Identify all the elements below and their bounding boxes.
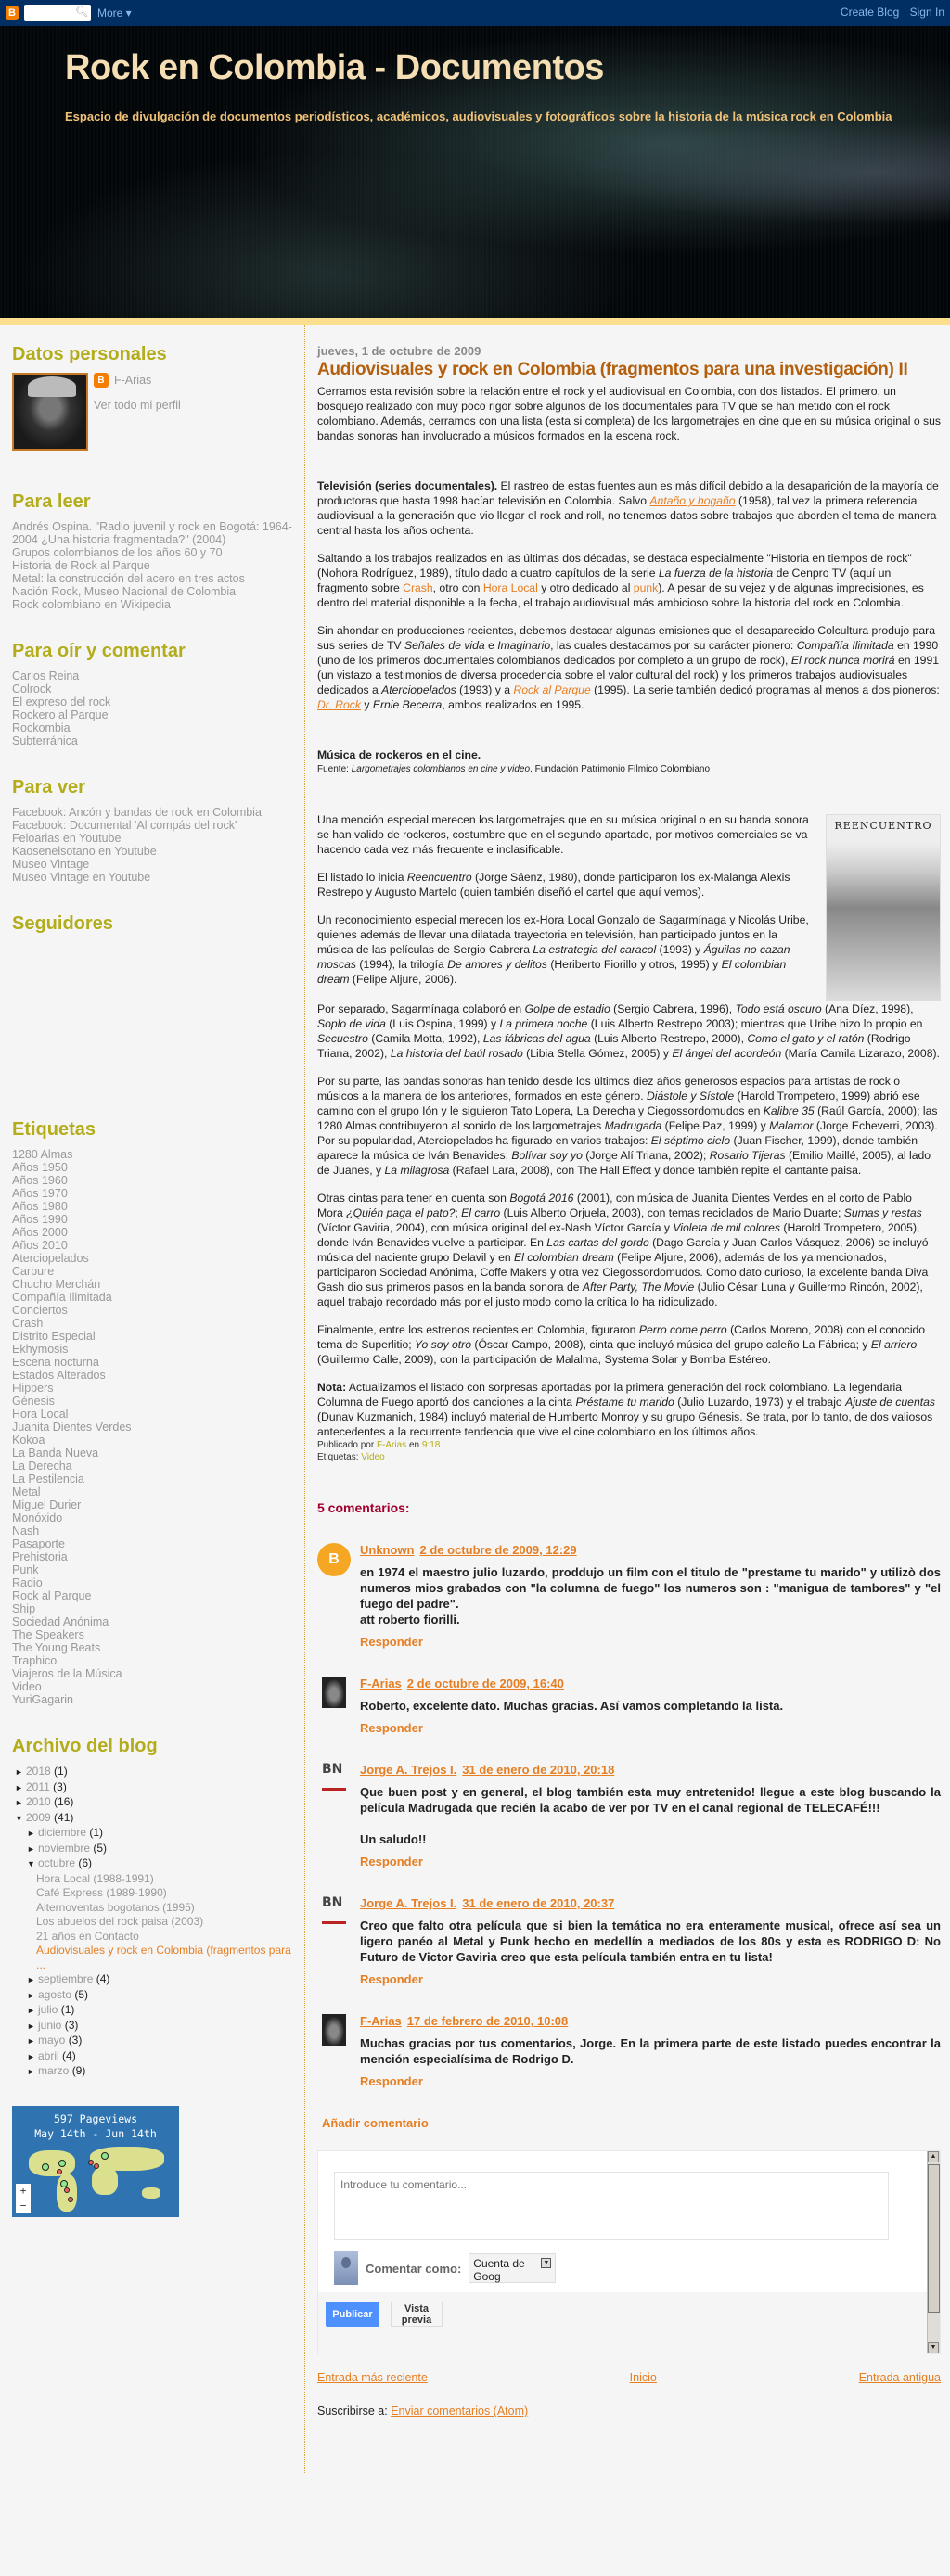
comment xyxy=(317,1763,941,1868)
profile-name[interactable]: F-Arias xyxy=(114,374,152,387)
poster-title: REENCUENTRO xyxy=(834,820,932,832)
archive-month xyxy=(12,1988,292,2004)
label-link[interactable]: La Derecha xyxy=(12,1460,72,1473)
archive-month-link[interactable]: julio xyxy=(38,2003,58,2016)
search-icon[interactable]: 🔍︎ xyxy=(75,6,88,18)
blogger-avatar-icon[interactable]: B xyxy=(317,1543,351,1576)
label-link[interactable]: Escena nocturna xyxy=(12,1356,99,1369)
para-ver-link[interactable]: Facebook: Ancón y bandas de rock en Colombia xyxy=(12,806,262,819)
para-leer-link[interactable]: Historia de Rock al Parque xyxy=(12,559,150,572)
archive-month xyxy=(12,1826,292,1842)
archive-month xyxy=(12,2064,292,2080)
publish-button[interactable]: Publicar xyxy=(326,2302,379,2327)
para-ver-link[interactable]: Facebook: Documental 'Al compás del rock' xyxy=(12,819,238,832)
blogger-icon: B xyxy=(94,373,109,388)
archive-month-link[interactable]: septiembre xyxy=(38,1972,94,1985)
pageviews-range: May 14th - Jun 14th xyxy=(34,2126,157,2140)
archive-month xyxy=(12,1856,292,1872)
scroll-down-icon[interactable]: ▼ xyxy=(928,2342,939,2353)
comment-header xyxy=(360,1543,941,1557)
para-oir-list xyxy=(12,670,292,747)
map-visitor-dot xyxy=(64,2187,70,2193)
archive-post-link[interactable]: Hora Local (1988-1991) xyxy=(36,1871,154,1885)
triangle-right-icon[interactable]: ► xyxy=(15,1767,23,1777)
label-link[interactable]: Nash xyxy=(12,1524,40,1537)
comment-author-link[interactable]: Jorge A. Trejos I. xyxy=(360,1896,457,1910)
archive-year-count: (41) xyxy=(54,1810,74,1824)
label-link[interactable]: Años 1990 xyxy=(12,1213,68,1226)
triangle-down-icon[interactable]: ▼ xyxy=(27,1859,35,1868)
triangle-right-icon[interactable]: ► xyxy=(27,1975,35,1984)
commenter-avatar[interactable] xyxy=(322,2014,346,2046)
archive-month xyxy=(12,1972,292,1988)
navbar-search-input[interactable] xyxy=(25,6,77,21)
rock-al-parque-link[interactable]: Rock al Parque xyxy=(513,683,591,696)
para-leer-link[interactable]: Nación Rock, Museo Nacional de Colombia xyxy=(12,585,237,598)
para-ver-heading: Para ver xyxy=(12,777,85,797)
archive-month-count: (9) xyxy=(71,2064,86,2077)
post-title[interactable]: Audiovisuales y rock en Colombia (fragmentos para una investigación) II xyxy=(317,360,908,379)
map-zoom-control xyxy=(16,2184,31,2213)
archive-month xyxy=(12,2003,292,2019)
para-ver-link[interactable]: Museo Vintage xyxy=(12,858,90,871)
map-visitor-dot xyxy=(60,2180,68,2187)
label-link[interactable]: Pasaporte xyxy=(12,1537,65,1550)
map-zoom-out-button[interactable]: − xyxy=(19,2199,27,2212)
archive-year-link[interactable]: 2011 xyxy=(26,1779,50,1793)
label-link[interactable]: YuriGagarin xyxy=(12,1693,74,1706)
archive-month-count: (6) xyxy=(78,1856,93,1869)
profile-heading: Datos personales xyxy=(12,344,167,364)
comment-date-link[interactable]: 2 de octubre de 2009, 12:29 xyxy=(419,1543,577,1557)
cine-paragraph-1: Una mención especial merecen los largometrajes que en su música original o en su banda sonora se han valido de rockeros, costumbre que en el segundo apartado, por motivos comerciales se va hacendo cada vez más frecuente e inclasificable. xyxy=(317,813,809,856)
tv-heading: Televisión (series documentales). xyxy=(317,479,498,492)
post-body xyxy=(317,384,941,1439)
archive-month-count: (5) xyxy=(93,1841,108,1855)
para-oir-link[interactable]: Subterránica xyxy=(12,734,78,747)
form-actions xyxy=(318,2292,927,2355)
label-link[interactable]: Sociedad Anónima xyxy=(12,1615,109,1628)
label-link[interactable]: Monóxido xyxy=(12,1511,63,1524)
archive-year-link[interactable]: 2009 xyxy=(26,1810,51,1824)
comment-date-link[interactable]: 17 de febrero de 2010, 10:08 xyxy=(406,2014,569,2028)
older-post-link[interactable]: Entrada antigua xyxy=(858,2371,941,2384)
comment-text: Roberto, excelente dato. Muchas gracias. Así vamos completando la lista. xyxy=(360,1699,784,1713)
label-link[interactable]: Carbure xyxy=(12,1265,55,1278)
label-link[interactable]: Años 2010 xyxy=(12,1239,68,1252)
label-link[interactable]: Aterciopelados xyxy=(12,1252,89,1265)
blog-description: Espacio de divulgación de documentos periodísticos, académicos, audiovisuales y fotográficos sobre la historia de la música rock en Colombia xyxy=(65,109,892,123)
cine-paragraph-3: Un reconocimiento especial merecen los ex-Hora Local Gonzalo de Sagarmínaga y Nicolás Uribe, quienes además de llevar una dilatada trayectoria en televisión, han participado juntos en la música de las películas de Sergio Cabrera La estrategia del caracol (1993) y Águilas no cazan moscas (1994), la trilogía De amores y delitos (Heriberto Fiorillo y otros, 1995) y El colombian dream (Felipe Aljure, 2006). xyxy=(317,913,809,986)
commenter-avatar[interactable]: BN xyxy=(322,1896,346,1924)
reply-button[interactable]: Responder xyxy=(360,2074,423,2088)
reply-button[interactable]: Responder xyxy=(360,1972,423,1986)
para-oir-link[interactable]: Rockero al Parque xyxy=(12,708,109,721)
comment-text: en 1974 el maestro julio luzardo, proddujo un film con el titulo de "prestame tu marido" y utilizò dos numeros mios grabados con "la columna de fuego" los numeros son : "manigua de tambores" y "el fuego del padre". att roberto fiorilli. xyxy=(360,1565,941,1626)
blog-title[interactable]: Rock en Colombia - Documentos xyxy=(65,48,604,87)
para-leer-widget xyxy=(12,491,292,611)
scroll-up-icon[interactable]: ▲ xyxy=(928,2151,939,2162)
label-link[interactable]: Ship xyxy=(12,1602,36,1615)
pageviews-map-widget[interactable] xyxy=(12,2106,179,2217)
etiquetas-list xyxy=(12,1148,292,1706)
label-link[interactable]: Video xyxy=(12,1680,42,1693)
post-intro: Cerramos esta revisión sobre la relación entre el rock y el audiovisual en Colombia, con dos listados. El primero, un bosquejo realizado con muy poco rigor sobre algunos de los documentales para TV que se han metido con el rock colombiano. Además, cerramos con una lista (esta si completa) de los largometrajes en cine que en su música original o sus bandas sonoras han involucrado a músicos formados en la escena rock. xyxy=(317,385,942,442)
map-visitor-dot xyxy=(88,2160,94,2165)
post-time-link[interactable]: 9:18 xyxy=(421,1440,441,1450)
para-ver-link[interactable]: Feloarias en Youtube xyxy=(12,832,122,845)
atom-feed-link[interactable]: Enviar comentarios (Atom) xyxy=(391,2404,529,2417)
label-link[interactable]: Punk xyxy=(12,1563,39,1576)
comment-textarea[interactable] xyxy=(334,2172,889,2240)
map-visitor-dot xyxy=(68,2197,73,2202)
label-link[interactable]: Miguel Durier xyxy=(12,1498,82,1511)
label-link[interactable]: Años 1980 xyxy=(12,1200,68,1213)
para-ver-link[interactable]: Kaosenelsotano en Youtube xyxy=(12,845,157,858)
label-link[interactable]: Compañía Ilimitada xyxy=(12,1291,112,1304)
label-link[interactable]: Hora Local xyxy=(12,1408,69,1421)
hora-local-link[interactable]: Hora Local xyxy=(482,581,538,594)
subscribe-line: Suscribirse a: Enviar comentarios (Atom) xyxy=(317,2404,529,2417)
comment-main xyxy=(360,2014,941,2088)
view-profile-link[interactable]: Ver todo mi perfil xyxy=(94,399,181,412)
archive-year xyxy=(12,1780,292,1796)
account-select-value: Cuenta de Goog xyxy=(473,2257,525,2283)
comment-main xyxy=(360,1896,941,1986)
triangle-right-icon[interactable]: ► xyxy=(27,2006,35,2015)
para-ver-link[interactable]: Museo Vintage en Youtube xyxy=(12,871,151,884)
archive-year-count: (1) xyxy=(54,1765,68,1778)
reply-button[interactable]: Responder xyxy=(360,1721,423,1735)
map-visitor-dot xyxy=(57,2169,62,2174)
comment xyxy=(317,2014,941,2088)
archive-month-link[interactable]: agosto xyxy=(38,1987,72,2001)
add-comment-heading[interactable]: Añadir comentario xyxy=(322,2116,429,2130)
label-link[interactable]: Kokoa xyxy=(12,1434,45,1447)
para-oir-link[interactable]: El expreso del rock xyxy=(12,695,111,708)
profile-widget xyxy=(12,344,292,451)
label-link[interactable]: Estados Alterados xyxy=(12,1369,106,1382)
cine-paragraph-2: El listado lo inicia Reencuentro (Jorge Sáenz, 1980), donde participaron los ex-Malanga Alexis Restrepo y Augusto Martelo (quien también diseñó el cartel que aquí vemos). xyxy=(317,871,790,899)
label-link[interactable]: Años 2000 xyxy=(12,1226,68,1239)
crash-link[interactable]: Crash xyxy=(403,581,433,594)
comment xyxy=(317,1896,941,1986)
blog-header xyxy=(0,26,950,318)
label-link[interactable]: Años 1950 xyxy=(12,1161,68,1174)
triangle-right-icon[interactable]: ► xyxy=(27,1829,35,1838)
pageviews-count: 597 Pageviews xyxy=(53,2111,137,2125)
archive-month xyxy=(12,2019,292,2034)
triangle-right-icon[interactable]: ► xyxy=(15,1798,23,1807)
header-divider xyxy=(0,318,950,325)
map-visitor-dot xyxy=(94,2163,99,2169)
label-link[interactable]: Juanita Dientes Verdes xyxy=(12,1421,132,1434)
navbar-right xyxy=(833,6,944,19)
comment-date-link[interactable]: 2 de octubre de 2009, 16:40 xyxy=(406,1677,564,1690)
blogger-navbar xyxy=(0,0,950,26)
archivo-widget xyxy=(12,1736,292,2217)
para-oir-heading: Para oír y comentar xyxy=(12,641,186,661)
reply-button[interactable]: Responder xyxy=(360,1635,423,1649)
commenter-avatar[interactable]: BN xyxy=(322,1763,346,1791)
comment-main xyxy=(360,1763,941,1868)
triangle-down-icon[interactable]: ▼ xyxy=(15,1813,23,1823)
cine-heading: Música de rockeros en el cine. xyxy=(317,748,481,761)
label-link[interactable]: Flippers xyxy=(12,1382,54,1395)
comment-header xyxy=(360,2014,941,2028)
label-link[interactable]: Radio xyxy=(12,1576,43,1589)
label-link[interactable]: Distrito Especial xyxy=(12,1330,96,1343)
reencuentro-poster-image[interactable] xyxy=(826,814,941,1001)
comment-as-label: Comentar como: xyxy=(366,2261,462,2276)
para-leer-link[interactable]: Grupos colombianos de los años 60 y 70 xyxy=(12,546,223,559)
cine-paragraph-4: Por separado, Sagarmínaga colaboró en Golpe de estadio (Sergio Cabrera, 1996), Todo está oscuro (Ana Díez, 1998), Soplo de vida (Luis Ospina, 1999) y La primera noche (Luis Alberto Restrepo 2003); mientras que Uribe hizo lo propio en Secuestro (Camila Motta, 1992), Las fábricas del agua (Luis Alberto Restrepo, 2000), Como el gato y el ratón (Rodrigo Triana, 2002), La historia del baúl rosado (Libia Stella Gómez, 2005) y El ángel del acordeón (María Camila Lizarazo, 2008). xyxy=(317,1002,940,1060)
dr-rock-link[interactable]: Dr. Rock xyxy=(317,698,361,711)
archive-month-link[interactable]: marzo xyxy=(38,2064,70,2077)
para-leer-link[interactable]: Metal: la construcción del acero en tres actos xyxy=(12,572,245,585)
comment xyxy=(317,1677,941,1735)
account-select[interactable] xyxy=(469,2253,556,2283)
comment-text: Creo que falto otra película que si bien la temática no era enteramente musical, ofrece así sea un ligero panéo al Metal y Punk hecho en medellín a mediados de los 80s y esta es RODRIGO D: No Futuro de Victor Gaviria creo que esta película también entra en tu lista! xyxy=(360,1919,941,1964)
label-link[interactable]: Crash xyxy=(12,1317,44,1330)
archive-month-link[interactable]: mayo xyxy=(38,2034,66,2047)
tv-paragraph-3: Sin ahondar en producciones recientes, debemos destacar algunas emisiones que el desaparecido Colcultura produjo para sus series de TV Señales de vida e Imaginario, las cuales destacamos por su carácter pionero: Compañía Ilimitada en 1990 (uno de los primeros documentales colombianos dedicados por completo a un grupo de rock), El rock nunca morirá en 1991 (un vistazo a testimonios de diversa procedencia sobre el valor cultural del rock) y los primeros trabajos audiovisuales dedicados a Aterciopelados (1993) y a Rock al Parque (1995). La serie también dedicó programas al menos a dos pioneros: Dr. Rock y Ernie Becerra, ambos realizados en 1995. xyxy=(317,624,940,711)
archive-month-link[interactable]: octubre xyxy=(38,1856,76,1869)
para-leer-heading: Para leer xyxy=(12,491,91,512)
comments-heading: 5 comentarios: xyxy=(317,1500,410,1515)
comment-author-link[interactable]: F-Arias xyxy=(360,2014,402,2028)
comment-main xyxy=(360,1677,941,1735)
cine-paragraph-7: Finalmente, entre los estrenos recientes en Colombia, figuraron Perro come perro (Carlos Moreno, 2008) con el conocido tema de Superlitio; Yo soy otro (Óscar Campo, 2008), cinta que incluyó música del grupo caleño La Fábrica; y El arriero (Guillermo Calle, 2009), con la participación de Malalma, Systema Solar y Bomba Estéreo. xyxy=(317,1323,926,1366)
label-link[interactable]: Rock al Parque xyxy=(12,1589,92,1602)
archive-current-post-label: Audiovisuales y rock en Colombia (fragmentos para ... xyxy=(36,1944,291,1971)
archive-year-count: (16) xyxy=(54,1795,74,1808)
profile-info xyxy=(94,373,181,451)
post-author-line: Publicado por F-Arias en 9:18 xyxy=(317,1440,441,1450)
comment xyxy=(317,1543,941,1649)
archive-month xyxy=(12,2034,292,2049)
comment-author-link[interactable]: Unknown xyxy=(360,1543,415,1557)
profile-photo[interactable] xyxy=(12,373,88,451)
etiquetas-widget xyxy=(12,1119,292,1706)
punk-link[interactable]: punk xyxy=(633,581,659,594)
label-link[interactable]: Génesis xyxy=(12,1395,55,1408)
comment-author-link[interactable]: Jorge A. Trejos I. xyxy=(360,1763,457,1777)
label-link[interactable]: The Young Beats xyxy=(12,1641,101,1654)
map-visitor-dot xyxy=(58,2160,66,2167)
label-link[interactable]: Chucho Merchán xyxy=(12,1278,101,1291)
archive-month-link[interactable]: junio xyxy=(38,2018,62,2032)
para-leer-link[interactable]: Rock colombiano en Wikipedia xyxy=(12,598,171,611)
label-link[interactable]: La Pestilencia xyxy=(12,1473,84,1486)
triangle-right-icon[interactable]: ► xyxy=(15,1782,23,1792)
archive-list xyxy=(12,1765,292,2080)
label-link[interactable]: 1280 Almas xyxy=(12,1148,73,1161)
archive-month-count: (1) xyxy=(60,2003,75,2016)
tv-paragraph-1: Televisión (series documentales). El rastreo de estas fuentes aun es más difícil debido a la desaparición de la mayoría de productoras que hasta 1998 hacían televisión en Colombia. Salvo Antaño y hogaño (1958), tal vez la primera referencia audiovisual a la generación que vio llegar el rock and roll, no tenemos datos sobre trabajos que aborden el tema de manera central hasta los años ochenta. xyxy=(317,479,939,537)
label-link[interactable]: Años 1960 xyxy=(12,1174,68,1187)
archive-month-link[interactable]: noviembre xyxy=(38,1841,91,1855)
antano-hogano-link[interactable]: Antaño y hogaño xyxy=(649,494,736,507)
anonymous-user-icon xyxy=(334,2251,358,2285)
triangle-right-icon[interactable]: ► xyxy=(27,2021,35,2031)
post-label-video[interactable]: Video xyxy=(361,1452,385,1462)
seguidores-heading: Seguidores xyxy=(12,913,113,934)
label-link[interactable]: Ekhymosis xyxy=(12,1343,69,1356)
archive-month-count: (3) xyxy=(68,2034,83,2047)
page-content xyxy=(0,325,950,2473)
comment-text: Que buen post y en general, el blog también esta muy entretenido! llegue a este blog buscando la película Madrugada que recién la acabo de ver por TV en el canal regional de TELECAFÉ!!! Un saludo!! xyxy=(360,1785,941,1846)
triangle-right-icon[interactable]: ► xyxy=(27,2036,35,2046)
comment-author-link[interactable]: F-Arias xyxy=(360,1677,402,1690)
para-leer-link[interactable]: Andrés Ospina. "Radio juvenil y rock en Bogotá: 1964-2004 ¿Una historia fragmentada?" (2004) xyxy=(12,520,292,546)
para-leer-list xyxy=(12,520,292,611)
seguidores-widget xyxy=(12,913,292,1090)
scrollbar-thumb[interactable] xyxy=(928,2164,940,2313)
archive-month xyxy=(12,2049,292,2065)
commenter-avatar[interactable] xyxy=(322,1677,346,1708)
map-zoom-in-button[interactable]: + xyxy=(19,2184,27,2197)
main-column xyxy=(305,325,950,2473)
note-paragraph: Nota: Actualizamos el listado con sorpresas aportadas por la primera generación del rock colombiano. La legendaria Columna de Fuego aportó dos canciones a la cinta Préstame tu marido (Julio Luzardo, 1973) y el trabajo Ajuste de cuentas (Dunav Kuzmanich, 1984) incluyó material de Humberto Monroy y su grupo Génesis. Se trata, por lo tanto, de dos valiosos antecedentes a la recurrente tendencia que vive el cine colombiano en los últimos años. xyxy=(317,1381,935,1438)
create-blog-link[interactable]: Create Blog xyxy=(840,6,900,19)
label-link[interactable]: Años 1970 xyxy=(12,1187,68,1200)
archive-post-link[interactable]: Café Express (1989-1990) xyxy=(36,1886,167,1899)
para-oir-link[interactable]: Colrock xyxy=(12,682,52,695)
para-ver-list xyxy=(12,806,292,884)
sidebar xyxy=(0,325,305,2473)
archive-current-post[interactable] xyxy=(12,1944,292,1972)
archive-month-count: (1) xyxy=(89,1826,104,1839)
label-link[interactable]: Metal xyxy=(12,1486,41,1498)
profile xyxy=(12,373,292,451)
archive-year-count: (3) xyxy=(53,1779,67,1793)
cine-paragraph-6: Otras cintas para tener en cuenta son Bogotá 2016 (2001), con música de Juanita Dientes Verdes en el corto de Pablo Mora ¿Quién paga el pato?; El carro (Luis Alberto Orjuela, 2003), con temas reciclados de Mario Duarte; Sumas y restas (Víctor Gaviria, 2004), con música original del ex-Nash Víctor García y Violeta de mil colores (Harold Trompetero, 2005), donde Iván Benavides vuelve a participar. En Las cartas del gordo (Dago García y Juan Carlos Vásquez, 2006) se incluyó música del naciente grupo Delavil y en El colombian dream (Felipe Aljure, 2006), además de los ya mencionados, participaron Sociedad Anónima, Coffe Makers y otra vez Ciegossordomudos. Como dato curioso, la excelente banda Diva Gash dio sus primeros pasos en la banda sonora de After Party, The Movie (Julio César Luna y Guillermo Rincón, 2002), aquel trabajo recordado más por el justo modo como la crítica lo ha ridiculizado. xyxy=(317,1192,929,1308)
para-oir-link[interactable]: Rockombia xyxy=(12,721,71,734)
map-land-australia xyxy=(142,2187,160,2199)
triangle-right-icon[interactable]: ► xyxy=(27,2067,35,2076)
archive-month-link[interactable]: diciembre xyxy=(38,1826,87,1839)
archive-year-link[interactable]: 2010 xyxy=(26,1795,51,1808)
label-link[interactable]: Conciertos xyxy=(12,1304,68,1317)
map-land-africa xyxy=(92,2167,118,2195)
label-link[interactable]: La Banda Nueva xyxy=(12,1447,99,1460)
archivo-heading: Archivo del blog xyxy=(12,1736,158,1756)
newer-post-link[interactable]: Entrada más reciente xyxy=(317,2371,428,2384)
para-oir-link[interactable]: Carlos Reina xyxy=(12,670,80,682)
archive-year xyxy=(12,1811,292,1827)
triangle-right-icon[interactable]: ► xyxy=(27,1843,35,1854)
comment-form xyxy=(317,2150,941,2354)
triangle-right-icon[interactable]: ► xyxy=(27,2051,35,2061)
map-visitor-dot xyxy=(42,2163,49,2171)
archive-month-count: (4) xyxy=(96,1972,110,1985)
blog-pager xyxy=(317,2371,941,2384)
map-land-south-america xyxy=(57,2174,77,2212)
archive-month-count: (4) xyxy=(62,2048,76,2062)
reply-button[interactable]: Responder xyxy=(360,1855,423,1868)
archive-year-link[interactable]: 2018 xyxy=(26,1765,51,1778)
comment-as-row xyxy=(334,2251,556,2285)
more-menu-button[interactable]: More ▾ xyxy=(97,6,132,19)
home-link[interactable]: Inicio xyxy=(629,2371,657,2384)
label-link[interactable]: Viajeros de la Música xyxy=(12,1667,122,1680)
comment-main xyxy=(360,1543,941,1649)
comment-header xyxy=(360,1763,941,1777)
archive-post-link[interactable]: 21 años en Contacto xyxy=(36,1929,139,1943)
comment-header xyxy=(360,1896,941,1910)
post-author-link[interactable]: F-Arias xyxy=(376,1440,407,1450)
post-labels-line: Etiquetas: Video xyxy=(317,1452,385,1462)
comment-date-link[interactable]: 31 de enero de 2010, 20:37 xyxy=(462,1896,615,1910)
archive-month xyxy=(12,1842,292,1857)
post-footer xyxy=(317,1439,941,1463)
etiquetas-heading: Etiquetas xyxy=(12,1119,96,1140)
profile-name-row xyxy=(94,373,181,388)
map-land-north-america xyxy=(29,2150,75,2176)
para-oir-widget xyxy=(12,641,292,747)
archive-post-link[interactable]: Alternoventas bogotanos (1995) xyxy=(36,1900,195,1914)
archive-year xyxy=(12,1765,292,1780)
label-link[interactable]: Traphico xyxy=(12,1654,58,1667)
comment-list xyxy=(317,1543,941,2088)
post-date: jueves, 1 de octubre de 2009 xyxy=(317,344,481,358)
comment-header xyxy=(360,1677,941,1690)
cine-source: Fuente: Largometrajes colombianos en cine y video, Fundación Patrimonio Fílmico Colombiano xyxy=(317,764,711,774)
archive-year xyxy=(12,1795,292,1811)
tv-paragraph-2: Saltando a los trabajos realizados en las últimas dos décadas, se destaca especialmente "Historia en tiempos de rock" (Nohora Rodríguez, 1989), título dado a cuatro capítulos de la serie La fuerza de la historia de Cenpro TV (aquí un fragmento sobre Crash, otro con Hora Local y otro dedicado al punk). A pesar de su vejez y de algunas imprecisiones, es dentro del material disponible a la fecha, el trabajo audiovisual más ambicioso sobre la historia del rock en Colombia. xyxy=(317,552,924,609)
preview-button[interactable]: Vista previa xyxy=(391,2302,443,2327)
archive-month-count: (5) xyxy=(74,1987,89,2001)
chevron-down-icon: ▼ xyxy=(541,2258,551,2268)
para-ver-widget xyxy=(12,777,292,884)
navbar-search xyxy=(24,5,91,21)
archive-month-link[interactable]: abril xyxy=(38,2048,59,2062)
film-text xyxy=(317,812,815,1001)
map-visitor-dot xyxy=(101,2152,109,2160)
film-section xyxy=(317,812,941,1001)
label-link[interactable]: The Speakers xyxy=(12,1628,84,1641)
comment-text: Muchas gracias por tus comentarios, Jorge. En la primera parte de este listado puedes encontrar la mención especialísima de Rodrigo D. xyxy=(360,2036,941,2066)
sign-in-link[interactable]: Sign In xyxy=(909,6,944,19)
archive-post-link[interactable]: Los abuelos del rock paisa (2003) xyxy=(36,1915,204,1928)
triangle-right-icon[interactable]: ► xyxy=(27,1990,35,2000)
blogger-logo-icon[interactable]: B xyxy=(6,6,19,20)
comment-date-link[interactable]: 31 de enero de 2010, 20:18 xyxy=(462,1763,615,1777)
archive-month-count: (3) xyxy=(64,2018,79,2032)
cine-paragraph-5: Por su parte, las bandas sonoras han tenido desde los últimos diez años generosos espacios para artistas de rock o músicos a la manera de los anteriores, formados en este género. Diástole y Sístole (Harold Trompetero, 1999) abrió ese camino con el grupo Ión y le siguieron Tato Lopera, La Derecha y Ciegossordomudos en Kalibre 35 (Raúl García, 2000); las 1280 Almas contribuyeron al sonido de los largometrajes Madrugada (Felipe Paz, 1999) y Malamor (Jorge Echeverri, 2003). Por su popularidad, Aterciopelados ha figurado en varios trabajos: El séptimo cielo (Juan Fischer, 1999), donde también aparece la música de Iván Benavides; Bolívar soy yo (Jorge Alí Triana, 2002); Rosario Tijeras (Emilio Maillé, 2005), al lado de Juanes, y La milagrosa (Rafael Lara, 2008), con The Hall Effect y donde también repite el cantante paisa. xyxy=(317,1075,938,1177)
comment-form-scrollbar[interactable] xyxy=(927,2151,940,2353)
label-link[interactable]: Prehistoria xyxy=(12,1550,68,1563)
